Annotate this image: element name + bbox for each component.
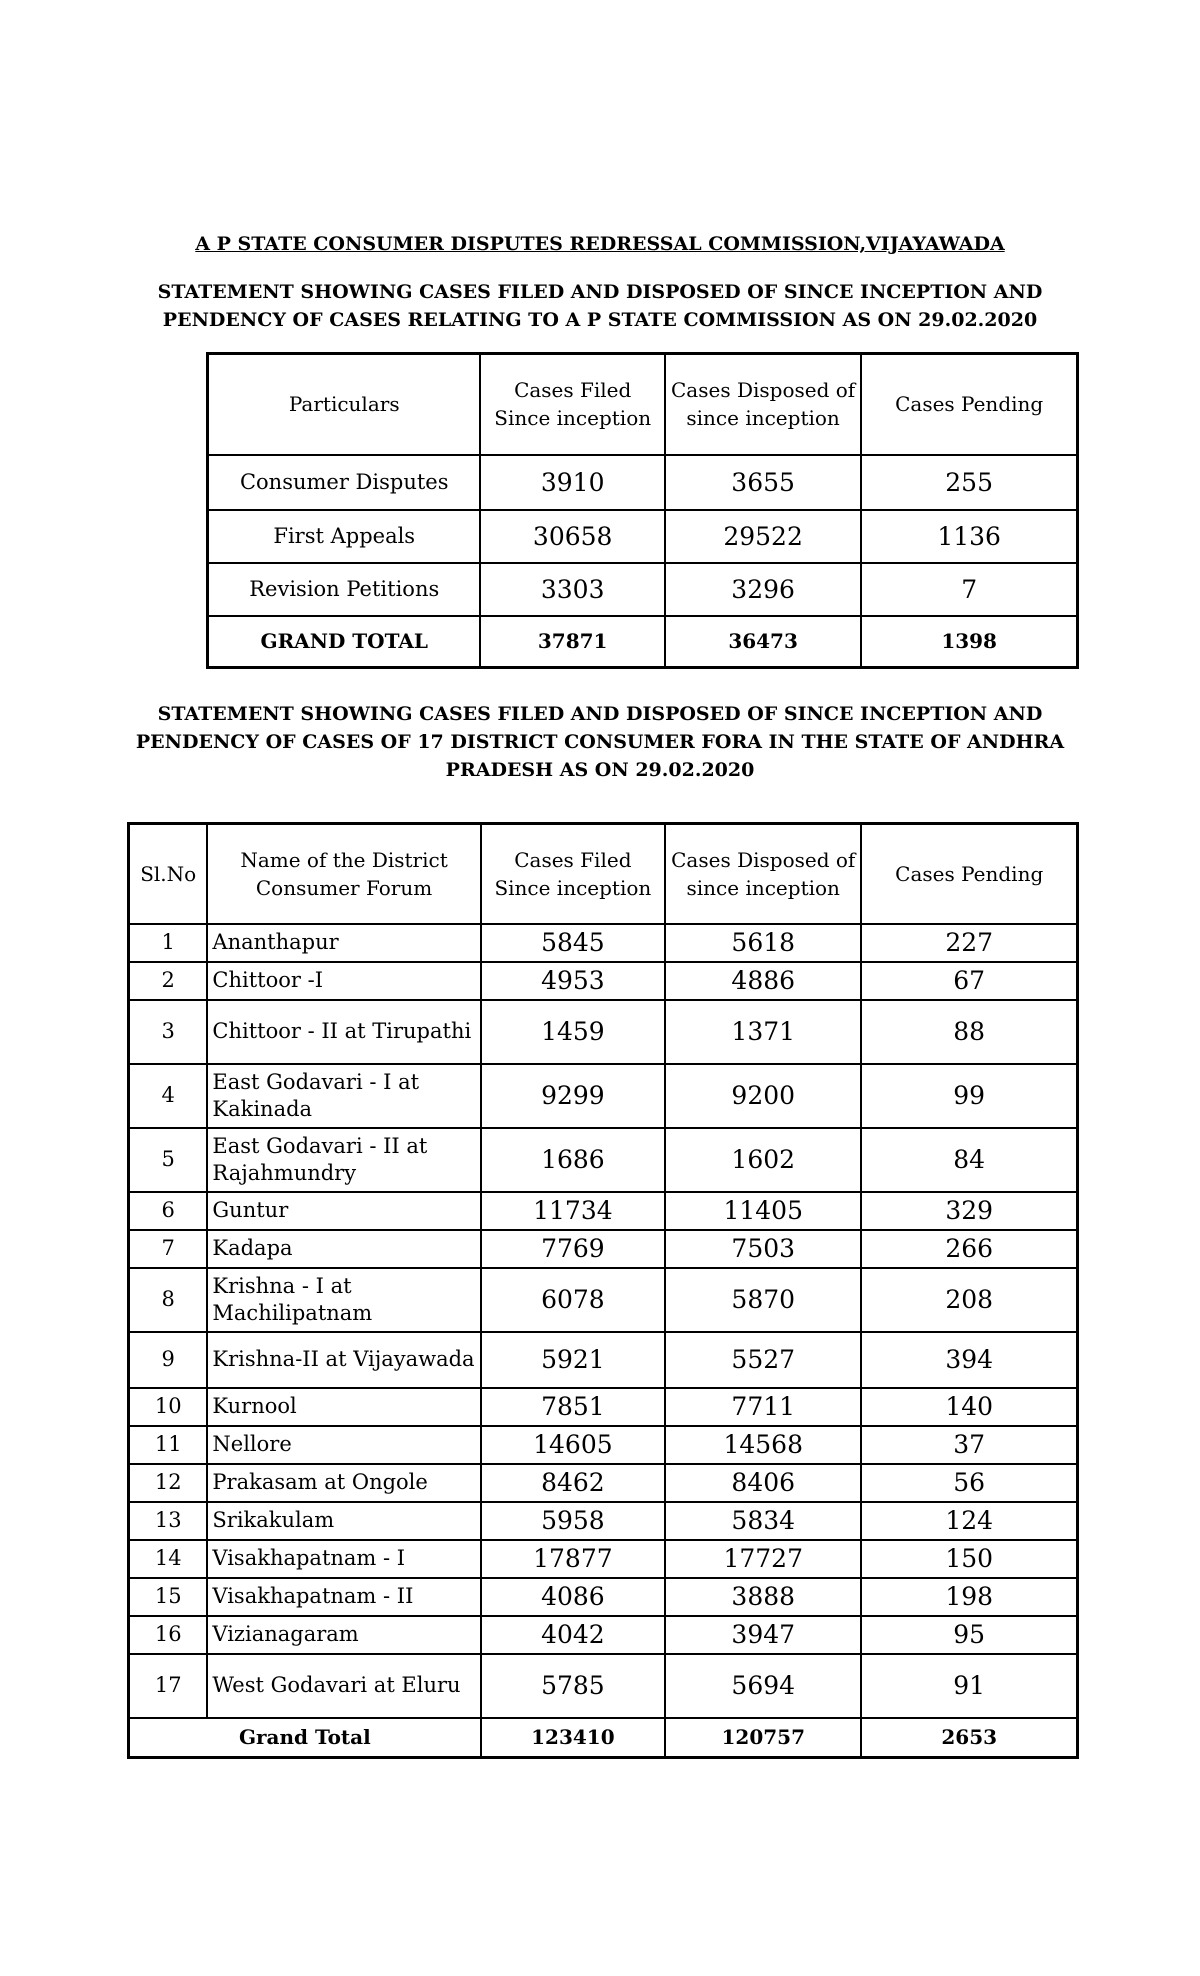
district-name-cell: Krishna - I at Machilipatnam	[207, 1268, 480, 1332]
table-header-row	[129, 824, 1078, 924]
disposed-cell: 3296	[665, 563, 861, 616]
district-name-cell: Chittoor -I	[207, 962, 480, 1000]
filed-cell: 3910	[480, 455, 664, 510]
pending-cell: 67	[861, 962, 1077, 1000]
table-row	[129, 1064, 1078, 1128]
disposed-cell: 29522	[665, 510, 861, 563]
disposed-cell: 7503	[665, 1230, 861, 1268]
disposed-cell: 5834	[665, 1502, 861, 1540]
column-header-filed: Cases Filed Since inception	[481, 824, 665, 924]
disposed-cell: 1602	[665, 1128, 861, 1192]
filed-cell: 30658	[480, 510, 664, 563]
column-header-particulars: Particulars	[208, 354, 481, 455]
filed-cell: 5958	[481, 1502, 665, 1540]
table-row	[129, 1464, 1078, 1502]
slno-cell: 2	[129, 962, 208, 1000]
filed-cell: 4953	[481, 962, 665, 1000]
table-row	[129, 1128, 1078, 1192]
slno-cell: 11	[129, 1426, 208, 1464]
pending-cell: 99	[861, 1064, 1077, 1128]
table-row	[129, 1388, 1078, 1426]
pending-cell: 198	[861, 1578, 1077, 1616]
particulars-cell: Revision Petitions	[208, 563, 481, 616]
filed-cell: 14605	[481, 1426, 665, 1464]
pending-cell: 227	[861, 924, 1077, 962]
table-row	[208, 563, 1078, 616]
table-row	[129, 1000, 1078, 1064]
pending-cell: 37	[861, 1426, 1077, 1464]
disposed-cell: 1371	[665, 1000, 861, 1064]
pending-cell: 208	[861, 1268, 1077, 1332]
slno-cell: 5	[129, 1128, 208, 1192]
column-header-district-name: Name of the District Consumer Forum	[207, 824, 480, 924]
pending-cell: 88	[861, 1000, 1077, 1064]
disposed-cell: 4886	[665, 962, 861, 1000]
district-name-cell: Kurnool	[207, 1388, 480, 1426]
table-row	[129, 1426, 1078, 1464]
disposed-cell: 5618	[665, 924, 861, 962]
disposed-cell: 9200	[665, 1064, 861, 1128]
pending-cell: 394	[861, 1332, 1077, 1388]
total-filed: 123410	[481, 1718, 665, 1758]
table-row	[129, 1332, 1078, 1388]
pending-cell: 84	[861, 1128, 1077, 1192]
total-filed: 37871	[480, 616, 664, 668]
slno-cell: 8	[129, 1268, 208, 1332]
slno-cell: 13	[129, 1502, 208, 1540]
slno-cell: 6	[129, 1192, 208, 1230]
disposed-cell: 3947	[665, 1616, 861, 1654]
filed-cell: 6078	[481, 1268, 665, 1332]
district-name-cell: Chittoor - II at Tirupathi	[207, 1000, 480, 1064]
pending-cell: 329	[861, 1192, 1077, 1230]
slno-cell: 16	[129, 1616, 208, 1654]
grand-total-row	[129, 1718, 1078, 1758]
total-label: Grand Total	[129, 1718, 481, 1758]
table-row	[129, 1540, 1078, 1578]
district-name-cell: Visakhapatnam - I	[207, 1540, 480, 1578]
table-header-row	[208, 354, 1078, 455]
slno-cell: 15	[129, 1578, 208, 1616]
disposed-cell: 11405	[665, 1192, 861, 1230]
filed-cell: 5921	[481, 1332, 665, 1388]
table-row	[208, 510, 1078, 563]
filed-cell: 1459	[481, 1000, 665, 1064]
grand-total-row	[208, 616, 1078, 668]
disposed-cell: 7711	[665, 1388, 861, 1426]
page-title: A P STATE CONSUMER DISPUTES REDRESSAL COMMISSION,VIJAYAWADA	[195, 233, 1005, 255]
disposed-cell: 14568	[665, 1426, 861, 1464]
particulars-cell: First Appeals	[208, 510, 481, 563]
filed-cell: 5785	[481, 1654, 665, 1718]
pending-cell: 95	[861, 1616, 1077, 1654]
table-row	[129, 1654, 1078, 1718]
district-name-cell: Visakhapatnam - II	[207, 1578, 480, 1616]
column-header-pending: Cases Pending	[861, 824, 1077, 924]
filed-cell: 3303	[480, 563, 664, 616]
column-header-pending: Cases Pending	[861, 354, 1077, 455]
district-statement-heading: STATEMENT SHOWING CASES FILED AND DISPOSED OF SINCE INCEPTION AND PENDENCY OF CASES OF 17 DISTRICT CONSUMER FORA IN THE STATE OF ANDHRA PRADESH AS ON 29.02.2020	[135, 703, 1065, 781]
total-disposed: 36473	[665, 616, 861, 668]
state-commission-table	[206, 352, 1079, 669]
column-header-disposed: Cases Disposed of since inception	[665, 354, 861, 455]
district-name-cell: Guntur	[207, 1192, 480, 1230]
disposed-cell: 5527	[665, 1332, 861, 1388]
pending-cell: 1136	[861, 510, 1077, 563]
district-name-cell: Ananthapur	[207, 924, 480, 962]
total-disposed: 120757	[665, 1718, 861, 1758]
district-fora-table	[127, 822, 1079, 1759]
slno-cell: 14	[129, 1540, 208, 1578]
table-row	[129, 1578, 1078, 1616]
particulars-cell: Consumer Disputes	[208, 455, 481, 510]
disposed-cell: 5870	[665, 1268, 861, 1332]
pending-cell: 150	[861, 1540, 1077, 1578]
table-row	[129, 1616, 1078, 1654]
state-statement-heading: STATEMENT SHOWING CASES FILED AND DISPOSED OF SINCE INCEPTION AND PENDENCY OF CASES RELATING TO A P STATE COMMISSION AS ON 29.02.2020	[157, 281, 1043, 331]
pending-cell: 140	[861, 1388, 1077, 1426]
slno-cell: 9	[129, 1332, 208, 1388]
pending-cell: 56	[861, 1464, 1077, 1502]
district-name-cell: Krishna-II at Vijayawada	[207, 1332, 480, 1388]
district-name-cell: Srikakulam	[207, 1502, 480, 1540]
district-name-cell: Prakasam at Ongole	[207, 1464, 480, 1502]
pending-cell: 255	[861, 455, 1077, 510]
slno-cell: 3	[129, 1000, 208, 1064]
filed-cell: 11734	[481, 1192, 665, 1230]
slno-cell: 17	[129, 1654, 208, 1718]
slno-cell: 7	[129, 1230, 208, 1268]
table-row	[129, 962, 1078, 1000]
table-row	[129, 1192, 1078, 1230]
disposed-cell: 17727	[665, 1540, 861, 1578]
total-pending: 1398	[861, 616, 1077, 668]
total-label: GRAND TOTAL	[208, 616, 481, 668]
filed-cell: 4086	[481, 1578, 665, 1616]
pending-cell: 124	[861, 1502, 1077, 1540]
pending-cell: 7	[861, 563, 1077, 616]
disposed-cell: 5694	[665, 1654, 861, 1718]
pending-cell: 91	[861, 1654, 1077, 1718]
filed-cell: 7769	[481, 1230, 665, 1268]
district-name-cell: East Godavari - I at Kakinada	[207, 1064, 480, 1128]
disposed-cell: 3888	[665, 1578, 861, 1616]
slno-cell: 12	[129, 1464, 208, 1502]
district-name-cell: Kadapa	[207, 1230, 480, 1268]
column-header-disposed: Cases Disposed of since inception	[665, 824, 861, 924]
pending-cell: 266	[861, 1230, 1077, 1268]
table-row	[129, 1502, 1078, 1540]
column-header-filed: Cases Filed Since inception	[480, 354, 664, 455]
filed-cell: 5845	[481, 924, 665, 962]
column-header-slno: Sl.No	[129, 824, 208, 924]
district-name-cell: Vizianagaram	[207, 1616, 480, 1654]
total-pending: 2653	[861, 1718, 1077, 1758]
table-row	[129, 924, 1078, 962]
slno-cell: 1	[129, 924, 208, 962]
table-row	[129, 1268, 1078, 1332]
disposed-cell: 3655	[665, 455, 861, 510]
filed-cell: 9299	[481, 1064, 665, 1128]
district-name-cell: East Godavari - II at Rajahmundry	[207, 1128, 480, 1192]
table-row	[208, 455, 1078, 510]
disposed-cell: 8406	[665, 1464, 861, 1502]
filed-cell: 1686	[481, 1128, 665, 1192]
district-name-cell: West Godavari at Eluru	[207, 1654, 480, 1718]
district-name-cell: Nellore	[207, 1426, 480, 1464]
table-row	[129, 1230, 1078, 1268]
slno-cell: 4	[129, 1064, 208, 1128]
filed-cell: 4042	[481, 1616, 665, 1654]
filed-cell: 7851	[481, 1388, 665, 1426]
filed-cell: 8462	[481, 1464, 665, 1502]
slno-cell: 10	[129, 1388, 208, 1426]
filed-cell: 17877	[481, 1540, 665, 1578]
